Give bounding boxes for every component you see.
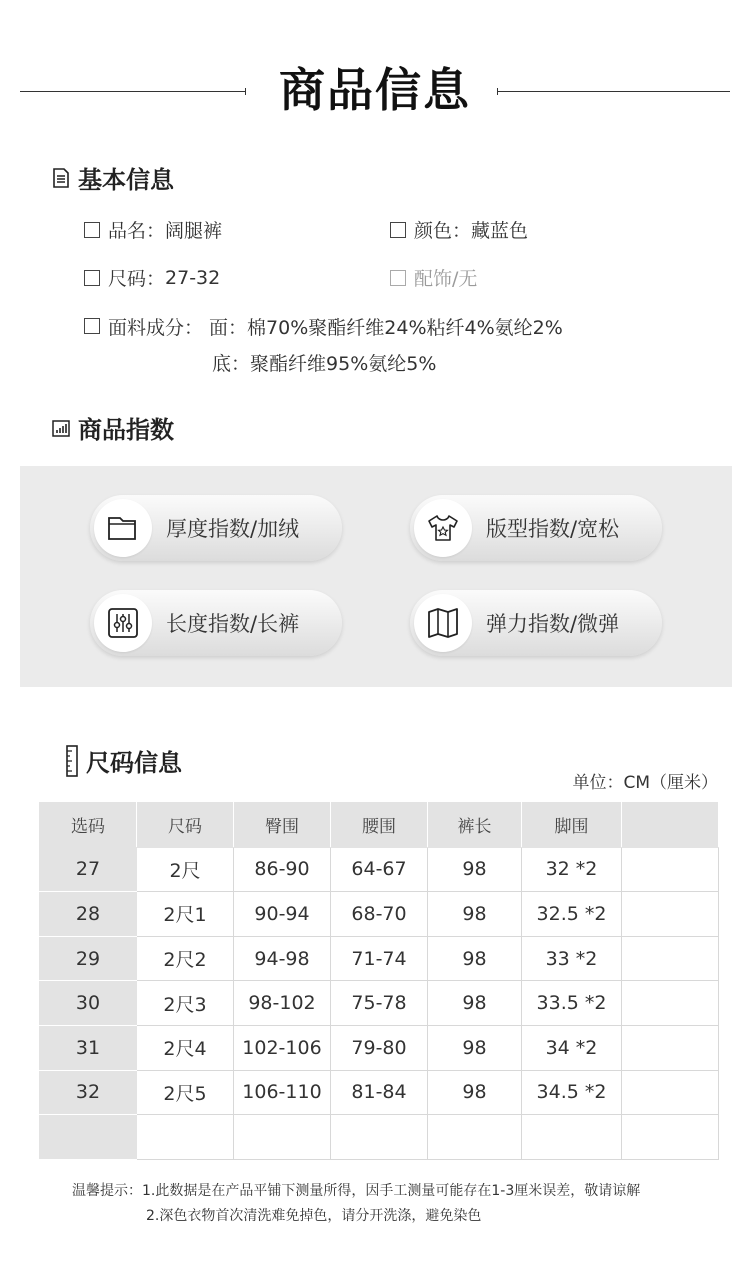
index-item-stretch — [410, 590, 662, 656]
index-item-label: 长度指数/长裤 — [166, 612, 300, 636]
table-cell: 98 — [428, 981, 522, 1026]
table-cell — [622, 847, 719, 892]
table-cell: 31 — [40, 1025, 137, 1070]
table-row — [40, 1115, 719, 1160]
table-cell: 102-106 — [234, 1025, 331, 1070]
table-row — [40, 1025, 719, 1070]
accessory-text: 配饰/无 — [414, 268, 478, 290]
table-cell: 68-70 — [331, 892, 428, 937]
table-cell: 2尺 — [137, 847, 234, 892]
table-cell: 86-90 — [234, 847, 331, 892]
index-item-label: 弹力指数/微弹 — [486, 612, 620, 636]
product-name-value: 阔腿裤 — [165, 220, 223, 242]
table-cell: 98-102 — [234, 981, 331, 1026]
product-name-label: 品名： — [108, 220, 166, 242]
index-item-length — [90, 590, 342, 656]
index-panel — [20, 466, 732, 687]
table-cell: 28 — [40, 892, 137, 937]
table-cell: 34.5 *2 — [522, 1070, 622, 1115]
table-cell — [234, 1115, 331, 1160]
table-cell: 81-84 — [331, 1070, 428, 1115]
index-item-label: 厚度指数/加绒 — [166, 517, 300, 541]
table-cell: 33 *2 — [522, 936, 622, 981]
table-cell: 2尺3 — [137, 981, 234, 1026]
fabric-base-label: 底： — [212, 352, 251, 375]
sliders-icon — [94, 594, 152, 652]
table-cell: 98 — [428, 892, 522, 937]
size-info-heading — [66, 743, 182, 778]
fabric-face-row — [84, 312, 563, 340]
checkbox-icon — [84, 270, 100, 286]
table-cell: 75-78 — [331, 981, 428, 1026]
table-cell: 98 — [428, 936, 522, 981]
checkbox-icon — [390, 222, 406, 238]
table-cell — [622, 1025, 719, 1070]
fabric-face-label: 面： — [209, 316, 248, 339]
table-header-row — [40, 803, 719, 848]
title-divider-right — [497, 91, 730, 92]
column-header: 选码 — [40, 803, 137, 848]
table-cell — [137, 1115, 234, 1160]
table-cell: 32 *2 — [522, 847, 622, 892]
table-cell: 71-74 — [331, 936, 428, 981]
ruler-icon — [66, 745, 78, 777]
table-cell: 2尺1 — [137, 892, 234, 937]
fabric-base-value: 聚酯纤维95%氨纶5% — [250, 352, 437, 375]
checkbox-icon — [84, 318, 100, 334]
column-header: 脚围 — [522, 803, 622, 848]
index-item-fit — [410, 495, 662, 561]
table-row — [40, 936, 719, 981]
table-cell: 32.5 *2 — [522, 892, 622, 937]
size-info-title: 尺码信息 — [86, 749, 182, 777]
table-cell: 2尺4 — [137, 1025, 234, 1070]
table-row — [40, 892, 719, 937]
basic-info-title: 基本信息 — [78, 166, 174, 194]
table-cell: 34 *2 — [522, 1025, 622, 1070]
table-cell — [331, 1115, 428, 1160]
tip-line-1: 温馨提示：1.此数据是在产品平铺下测量所得，因手工测量可能存在1-3厘米误差，敬请谅解 — [72, 1183, 641, 1199]
title-row — [0, 55, 750, 125]
tshirt-icon — [414, 499, 472, 557]
color-row — [390, 216, 528, 243]
table-cell — [622, 981, 719, 1026]
table-cell — [40, 1115, 137, 1160]
table-row — [40, 847, 719, 892]
table-cell: 98 — [428, 1025, 522, 1070]
product-index-title: 商品指数 — [78, 416, 174, 444]
table-row — [40, 1070, 719, 1115]
table-cell: 29 — [40, 936, 137, 981]
fabric-face-value: 棉70%聚酯纤维24%粘纤4%氨纶2% — [247, 316, 563, 339]
fabric-base-row — [212, 348, 436, 376]
table-cell: 32 — [40, 1070, 137, 1115]
table-cell: 98 — [428, 1070, 522, 1115]
table-cell: 79-80 — [331, 1025, 428, 1070]
column-header: 尺码 — [137, 803, 234, 848]
table-cell: 30 — [40, 981, 137, 1026]
table-cell: 2尺2 — [137, 936, 234, 981]
fabric-label: 面料成分： — [108, 316, 204, 339]
column-header — [622, 803, 719, 848]
table-cell: 2尺5 — [137, 1070, 234, 1115]
table-cell — [622, 892, 719, 937]
color-label: 颜色： — [414, 220, 472, 242]
table-cell — [622, 1070, 719, 1115]
index-item-label: 版型指数/宽松 — [486, 517, 620, 541]
folder-icon — [94, 499, 152, 557]
table-cell — [522, 1115, 622, 1160]
table-cell — [622, 936, 719, 981]
product-index-heading — [52, 410, 174, 445]
table-row — [40, 981, 719, 1026]
index-item-thickness — [90, 495, 342, 561]
fabric-block — [84, 312, 563, 375]
map-icon — [414, 594, 472, 652]
table-cell: 33.5 *2 — [522, 981, 622, 1026]
size-table — [39, 802, 719, 1160]
column-header: 臀围 — [234, 803, 331, 848]
column-header: 腰围 — [331, 803, 428, 848]
table-cell — [428, 1115, 522, 1160]
size-range-value: 27-32 — [165, 266, 221, 289]
page-title: 商品信息 — [279, 63, 471, 117]
checkbox-icon — [390, 270, 406, 286]
table-cell: 106-110 — [234, 1070, 331, 1115]
table-cell: 64-67 — [331, 847, 428, 892]
table-cell: 27 — [40, 847, 137, 892]
tip-line-2: 2.深色衣物首次清洗难免掉色，请分开洗涤，避免染色 — [146, 1208, 482, 1224]
product-name-row — [84, 216, 222, 243]
table-cell — [622, 1115, 719, 1160]
color-value: 藏蓝色 — [471, 220, 529, 242]
size-range-label: 尺码： — [108, 268, 166, 290]
table-cell: 94-98 — [234, 936, 331, 981]
unit-note: 单位：CM（厘米） — [572, 773, 718, 793]
accessory-row — [390, 264, 477, 291]
table-cell: 98 — [428, 847, 522, 892]
document-icon — [52, 168, 70, 188]
checkbox-icon — [84, 222, 100, 238]
bar-chart-icon — [52, 418, 70, 438]
basic-info-heading — [52, 160, 174, 195]
size-range-row — [84, 264, 220, 291]
column-header: 裤长 — [428, 803, 522, 848]
table-cell: 90-94 — [234, 892, 331, 937]
